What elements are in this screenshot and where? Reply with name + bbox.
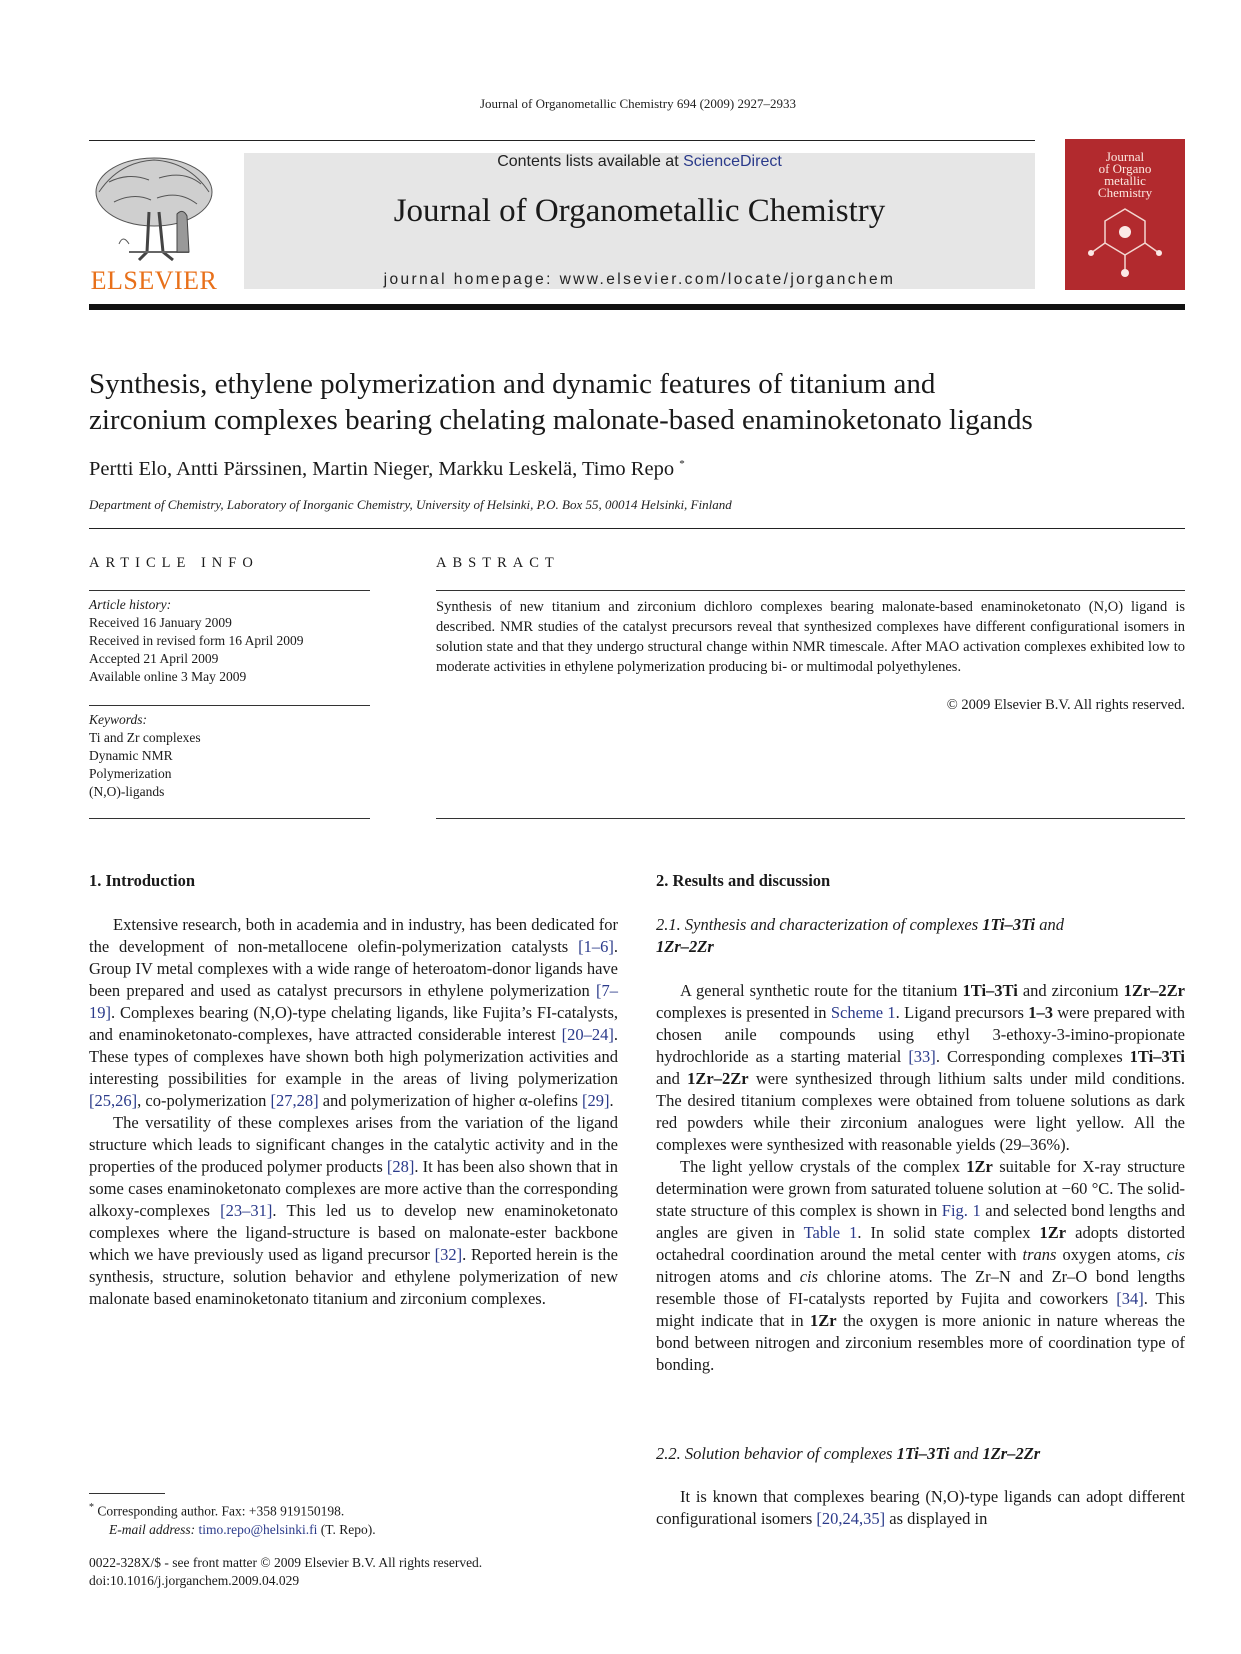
abstract-heading: ABSTRACT: [436, 555, 560, 571]
issn-line: 0022-328X/$ - see front matter © 2009 Elsevier B.V. All rights reserved.: [89, 1555, 483, 1570]
article-info-heading: ARTICLE INFO: [89, 555, 259, 571]
article-title: [89, 366, 1189, 438]
keyword: Ti and Zr complexes: [89, 730, 201, 745]
accepted-date: Accepted 21 April 2009: [89, 651, 219, 666]
revised-date: Received in revised form 16 April 2009: [89, 633, 304, 648]
italic-term: cis: [799, 1267, 819, 1286]
paragraph: [656, 1156, 1185, 1376]
text: . Corresponding complexes: [935, 1047, 1130, 1066]
received-date: Received 16 January 2009: [89, 615, 232, 630]
compound-label: 1Zr–2Zr: [687, 1069, 749, 1088]
text: A general synthetic route for the titanium: [680, 981, 963, 1000]
keyword: (N,O)-ligands: [89, 784, 165, 799]
results-body: [656, 980, 1185, 1376]
citation-link[interactable]: [23–31]: [220, 1201, 273, 1220]
text: adopts distorted octahedral coordination around the metal center with: [656, 1223, 1185, 1264]
keyword: Dynamic NMR: [89, 748, 173, 763]
text: . It has been also shown that in some cases enaminoketonato complexes are more active than the corresponding alkoxy-complexes: [89, 1157, 618, 1220]
text: . This might indicate that in: [656, 1289, 1185, 1330]
abstract-copyright: © 2009 Elsevier B.V. All rights reserved.: [946, 697, 1185, 713]
citation-link[interactable]: [28]: [386, 1157, 415, 1176]
citation-link[interactable]: [29]: [582, 1091, 610, 1110]
keywords-label: Keywords:: [89, 712, 147, 727]
text: suitable for X-ray structure determination were grown from saturated toluene solution at −60 °C. The solid-state structure of this complex is shown in: [656, 1157, 1186, 1220]
text: The light yellow crystals of the complex: [680, 1157, 967, 1176]
corresponding-author-footnote: [89, 1499, 376, 1539]
paragraph: [89, 1112, 618, 1310]
footnote-mark: *: [89, 1502, 94, 1513]
text: and polymerization of higher α-olefins: [318, 1091, 582, 1110]
paragraph: [89, 914, 618, 1112]
introduction-body: [89, 914, 618, 1310]
compound-label: 1Ti–3Ti: [896, 1444, 950, 1463]
citation-link[interactable]: [20,24,35]: [816, 1509, 886, 1528]
text: were prepared with chosen anile compounds using ethyl 3-ethoxy-3-imino-propionate hydrochloride as a starting material: [656, 1003, 1185, 1066]
section-rule: [89, 528, 1185, 529]
abstract-rule: [436, 818, 1185, 819]
citation-link[interactable]: [7–19]: [89, 981, 618, 1022]
cover-title-line: metallic: [1104, 173, 1146, 188]
compound-label: 1–3: [1028, 1003, 1053, 1022]
cover-title-line: Chemistry: [1097, 185, 1153, 200]
info-rule: [89, 590, 370, 591]
compound-label: 1Zr: [810, 1311, 837, 1330]
corresponding-text: Corresponding author. Fax: +358 919150198.: [97, 1503, 345, 1519]
italic-term: cis: [1166, 1245, 1185, 1264]
header-thick-rule: [89, 304, 1185, 310]
text: the oxygen is more anionic in nature whereas the bond between nitrogen and zirconium resembles more of coordination type of bonding.: [656, 1311, 1185, 1374]
text: The versatility of these complexes arises from the variation of the ligand structure which leads to significant changes in the catalytic activity and in the properties of the produced polymer products: [89, 1113, 618, 1176]
table-link[interactable]: Table 1: [803, 1223, 858, 1242]
tree-logo-icon: [89, 152, 219, 264]
authors: Pertti Elo, Antti Pärssinen, Martin Nieger, Markku Leskelä, Timo Repo: [89, 458, 675, 480]
text: and zirconium: [1017, 981, 1124, 1000]
text: 2.1. Synthesis and characterization of complexes: [656, 915, 983, 934]
journal-reference: Journal of Organometallic Chemistry 694 (2009) 2927–2933: [479, 96, 797, 111]
journal-homepage[interactable]: journal homepage: www.elsevier.com/locate/jorganchem: [383, 271, 896, 288]
molecule-icon: [1085, 201, 1165, 281]
abstract-text: Synthesis of new titanium and zirconium dichloro complexes bearing malonate-based enaminoketonato (N,O) ligand is described. NMR studies of the catalyst precursors reveal that synthesized complexes have different configurational isomers in solution state and that they undergo structural change within NMR timescale. After MAO activation complexes exhibited low to moderate activities in ethylene polymerization producing bi- or multimodal polyethylenes.: [436, 599, 1185, 675]
footnote-line: [89, 1499, 376, 1521]
title-line: Synthesis, ethylene polymerization and dynamic features of titanium and: [89, 368, 936, 400]
compound-label: 1Ti–3Ti: [962, 981, 1018, 1000]
email-link[interactable]: timo.repo@helsinki.fi: [198, 1521, 318, 1537]
title-line: zirconium complexes bearing chelating malonate-based enaminoketonato ligands: [89, 404, 1033, 436]
citation-link[interactable]: [20–24]: [561, 1025, 614, 1044]
email-label: E-mail address:: [109, 1521, 199, 1537]
text: . Ligand precursors: [895, 1003, 1029, 1022]
citation-link[interactable]: [32]: [434, 1245, 463, 1264]
compound-label: 1Zr–2Zr: [1123, 981, 1186, 1000]
front-matter: [89, 1554, 482, 1590]
compound-label: 1Ti–3Ti: [1129, 1047, 1185, 1066]
doi-line[interactable]: doi:10.1016/j.jorganchem.2009.04.029: [89, 1573, 300, 1588]
compound-label: 1Zr–2Zr: [982, 1444, 1041, 1463]
keyword: Polymerization: [89, 766, 172, 781]
section-heading-results: 2. Results and discussion: [656, 871, 831, 890]
text: as displayed in: [885, 1509, 988, 1528]
info-rule: [89, 705, 370, 706]
text: . Group IV metal complexes with a wide range of heteroatom-donor ligands have been prepared and used as catalyst precursors in ethylene polymerization: [89, 937, 618, 1000]
keywords: [89, 711, 369, 801]
article-history: [89, 596, 369, 686]
text: nitrogen atoms and: [656, 1267, 800, 1286]
affiliation: Department of Chemistry, Laboratory of Inorganic Chemistry, University of Helsinki, P.O. Box 55, 00014 Helsinki, Finland: [89, 497, 732, 512]
text: . Complexes bearing (N,O)-type chelating ligands, like Fujita’s FI-catalysts, and enaminoketonato-complexes, have attracted considerable interest: [89, 1003, 618, 1044]
subsection-heading-2-1: [656, 914, 1185, 958]
citation-link[interactable]: [27,28]: [270, 1091, 319, 1110]
text: complexes is presented in: [656, 1003, 831, 1022]
text: . Reported herein is the synthesis, structure, solution behavior and ethylene polymerization of new malonate based enaminoketonato titanium and zirconium complexes.: [89, 1245, 619, 1308]
compound-label: 1Ti–3Ti: [982, 915, 1036, 934]
text: chlorine atoms. The Zr–N and Zr–O bond lengths resemble those of FI-catalysts reported by Fujita and coworkers: [656, 1267, 1185, 1308]
figure-link[interactable]: Fig. 1: [941, 1201, 981, 1220]
results-body-continued: [656, 1486, 1185, 1530]
text: It is known that complexes bearing (N,O)-type ligands can adopt different configurational isomers: [656, 1487, 1185, 1528]
text: . This led us to develop new enaminoketonato complexes where the ligand-structure is based on malonate-ester backbone which we have previously used as ligand precursor: [89, 1201, 618, 1264]
contents-line: [244, 153, 1035, 171]
contents-prefix: Contents lists available at: [497, 153, 684, 170]
text: .: [609, 1091, 614, 1110]
text: and selected bond lengths and angles are given in: [656, 1201, 1185, 1242]
corresponding-author-mark[interactable]: *: [679, 458, 685, 471]
text: 2.2. Solution behavior of complexes: [656, 1444, 897, 1463]
text: were synthesized through lithium salts under mild conditions. The desired titanium complexes were obtained from toluene solutions as dark red powders while their zirconium analogues were light yellow. All the complexes were synthesized with reasonable yields (29–36%).: [656, 1069, 1185, 1154]
compound-label: 1Zr: [1039, 1223, 1067, 1242]
abstract-rule: [436, 590, 1185, 591]
compound-label: 1Zr: [966, 1157, 993, 1176]
text: and: [656, 1069, 688, 1088]
citation-link[interactable]: [33]: [908, 1047, 936, 1066]
text: and: [949, 1444, 983, 1463]
author-list: [89, 458, 685, 481]
cover-title-line: Journal: [1105, 149, 1145, 164]
italic-term: trans: [1022, 1245, 1057, 1264]
text: . In solid state complex: [857, 1223, 1040, 1242]
journal-cover-thumbnail: [1065, 139, 1185, 290]
citation-link[interactable]: [34]: [1116, 1289, 1144, 1308]
footnote-rule: [89, 1493, 165, 1494]
text: , co-polymerization: [137, 1091, 271, 1110]
publisher-wordmark: ELSEVIER: [90, 266, 218, 295]
scheme-link[interactable]: Scheme 1: [830, 1003, 896, 1022]
text: Extensive research, both in academia and in industry, has been dedicated for the development of non-metallocene olefin-polymerization catalysts: [89, 915, 618, 956]
paragraph: [656, 1486, 1185, 1530]
citation-link[interactable]: [25,26]: [89, 1091, 138, 1110]
online-date: Available online 3 May 2009: [89, 669, 247, 684]
compound-label: 1Zr–2Zr: [656, 937, 714, 956]
journal-banner: [244, 153, 1035, 289]
cover-title: [1065, 151, 1185, 199]
sciencedirect-link[interactable]: ScienceDirect: [683, 153, 782, 170]
paragraph: [656, 980, 1185, 1156]
email-suffix: (T. Repo).: [317, 1521, 376, 1537]
text: oxygen atoms,: [1056, 1245, 1167, 1264]
top-rule: [89, 140, 1035, 141]
text: . These types of complexes have shown both high polymerization activities and interesting possibilities for example in the areas of living polymerization: [89, 1025, 618, 1088]
citation-link[interactable]: [1–6]: [578, 937, 614, 956]
section-heading-introduction: 1. Introduction: [89, 871, 196, 890]
text: and: [1035, 915, 1065, 934]
history-label: Article history:: [89, 597, 172, 612]
subsection-heading-2-2: [656, 1443, 1185, 1465]
journal-name: Journal of Organometallic Chemistry: [393, 193, 886, 229]
info-rule: [89, 818, 370, 819]
cover-title-line: of Organo: [1098, 161, 1152, 176]
footnote-line: [89, 1521, 376, 1539]
